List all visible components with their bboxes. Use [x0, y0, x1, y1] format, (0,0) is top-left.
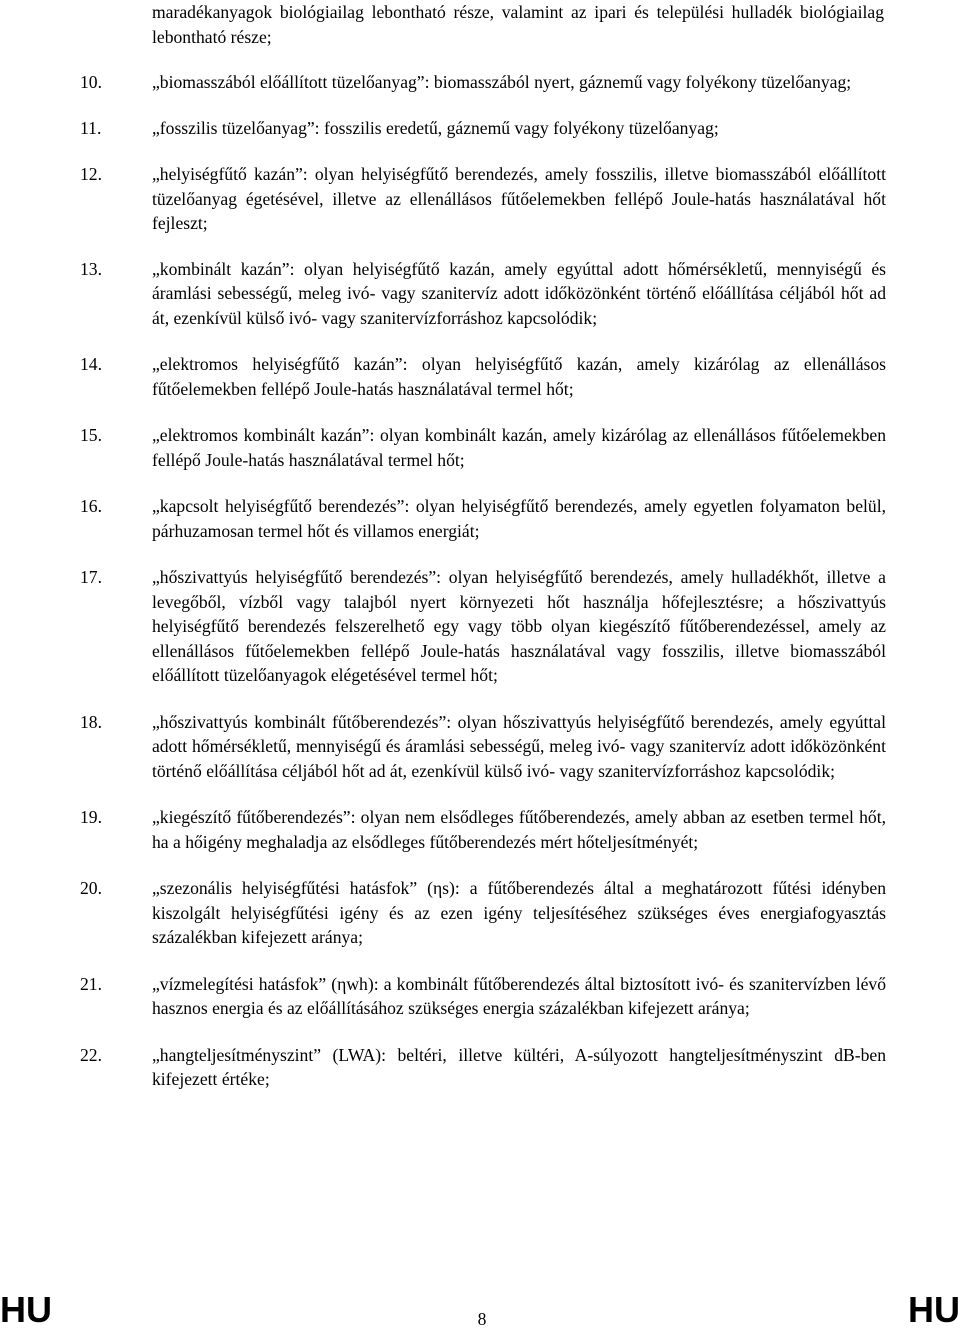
definition-item: [80, 494, 886, 543]
definition-item: [80, 972, 886, 1021]
definition-text: „helyiségfűtő kazán”: olyan helyiségfűtő berendezés, amely fosszilis, illetve biomasszából előállított tüzelőanyag égetésével, illetve az ellenállásos fűtőelemekben fellépő Joule-hatás használatával hőt fejleszt;: [152, 164, 886, 233]
definition-text: „elektromos kombinált kazán”: olyan kombinált kazán, amely kizárólag az ellenállásos fűtőelemekben fellépő Joule-hatás használatával termel hőt;: [152, 425, 886, 470]
page-number: 8: [477, 1309, 487, 1329]
definition-item: [80, 1043, 886, 1092]
footer-language-code-right: HU: [908, 1289, 960, 1330]
definition-text: „elektromos helyiségfűtő kazán”: olyan helyiségfűtő kazán, amely kizárólag az ellenállásos fűtőelemekben fellépő Joule-hatás használatával termel hőt;: [152, 354, 886, 399]
definition-number: 18.: [80, 711, 102, 732]
definition-item: [80, 162, 886, 236]
definition-item: [80, 710, 886, 784]
definition-item: [80, 876, 886, 950]
definition-number: 11.: [80, 117, 102, 138]
definition-number: 10.: [80, 72, 102, 92]
definition-number: 22.: [80, 1044, 102, 1065]
intro-paragraph: maradékanyagok biológiailag lebontható része, valamint az ipari és települési hulladék biológiailag lebontható része;: [152, 2, 884, 47]
definition-item: [80, 805, 886, 854]
definition-text: „kapcsolt helyiségfűtő berendezés”: olyan helyiségfűtő berendezés, amely egyetlen folyamaton belül, párhuzamosan termel hőt és villamos energiát;: [152, 496, 886, 541]
definition-number: 17.: [80, 567, 102, 587]
definition-number: 21.: [80, 973, 102, 994]
definition-text: „kombinált kazán”: olyan helyiségfűtő kazán, amely egyúttal adott hőmérsékletű, mennyiségű és áramlási sebességű, meleg ivó- vagy szanitervíz adott időközönként történő előállítása céljából hőt ad át, ezenkívül külső ivó- vagy szanitervízforráshoz kapcsolódik;: [152, 258, 886, 328]
definition-text: „kiegészítő fűtőberendezés”: olyan nem elsődleges fűtőberendezés, amely abban az esetben termel hőt, ha a hőigény meghaladja az elsődleges fűtőberendezés mért hőteljesítményét;: [152, 807, 886, 852]
definition-number: 12.: [80, 164, 102, 184]
definition-number: 15.: [80, 425, 102, 445]
definition-text: „hőszivattyús helyiségfűtő berendezés”: olyan helyiségfűtő berendezés, amely hulladékhőt, illetve a levegőből, vízből vagy talajból nyert környezeti hőt használja hőfejlesztésre; a hőszivattyús helyiségfűtő berendezés felszerelhető egy vagy több olyan kiegészítő fűtőberendezéssel, amely az ellenállásos fűtőelemekben fellépő Joule-hatás használatával vagy fosszilis, illetve biomasszából előállított tüzelőanyagok elégetésével termel hőt;: [152, 567, 886, 685]
footer-language-code-left: HU: [0, 1289, 52, 1330]
definition-text: „hangteljesítményszint” (LWA): beltéri, illetve kültéri, A-súlyozott hangteljesítményszint dB-ben kifejezett értéke;: [152, 1044, 886, 1089]
definition-number: 16.: [80, 496, 102, 516]
definition-item: [80, 70, 886, 95]
definition-number: 20.: [80, 878, 102, 898]
definition-text: „hőszivattyús kombinált fűtőberendezés”: olyan hőszivattyús helyiségfűtő berendezés, amely egyúttal adott hőmérsékletű, mennyiségű és áramlási sebességű, meleg ivó- vagy szanitervíz adott időközönként történő előállítása céljából hőt ad át, ezenkívül külső ivó- vagy szanitervízforráshoz kapcsolódik;: [152, 711, 886, 781]
definition-text: „vízmelegítési hatásfok” (ηwh): a kombinált fűtőberendezés által biztosított ivó- és szanitervízben lévő hasznos energia és az előállításához szükséges energia százalékban kifejezett aránya;: [152, 973, 886, 1018]
definition-item: [80, 116, 886, 141]
definition-number: 14.: [80, 354, 102, 374]
definition-item: [80, 423, 886, 472]
definition-number: 13.: [80, 258, 102, 279]
definition-text: „szezonális helyiségfűtési hatásfok” (ηs): a fűtőberendezés által a meghatározott fűtési idényben kiszolgált helyiségfűtési igény és az ezen igény teljesítéséhez szükséges éves energiafogyasztás százalékban kifejezett aránya;: [152, 878, 886, 947]
definition-text: „biomasszából előállított tüzelőanyag”: biomasszából nyert, gáznemű vagy folyékony tüzelőanyag;: [152, 72, 852, 92]
definition-item: [80, 352, 886, 401]
definition-list: [80, 70, 886, 1092]
definition-item: [80, 565, 886, 688]
definition-text: „fosszilis tüzelőanyag”: fosszilis eredetű, gáznemű vagy folyékony tüzelőanyag;: [152, 117, 719, 138]
definition-item: [80, 257, 886, 331]
definition-number: 19.: [80, 807, 102, 827]
